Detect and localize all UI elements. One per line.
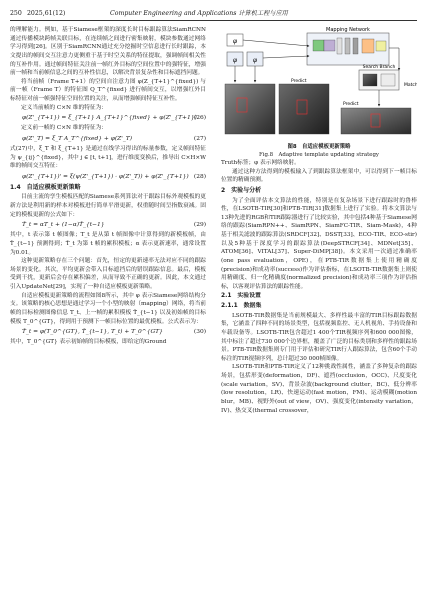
paragraph: 定义前一帧的 C×N 维的特征为：	[21, 125, 107, 132]
figure-8-diagram	[221, 26, 417, 144]
equation-body: φ(Z'_T) = ξ_T A_T^{fixed} + φ(Z'_T)	[22, 135, 133, 142]
equation-number: (29)	[193, 222, 206, 229]
mapping-network-label: Mapping Network	[326, 27, 370, 33]
equation-number: (28)	[193, 173, 206, 180]
equation-number: (27)	[193, 135, 206, 142]
page-number: 250	[10, 10, 22, 17]
search-thumbnail	[363, 74, 377, 86]
paragraph: 将当前帧（Frame T+1）的空间自注意力图 φ(Z_{T+1}^{fixed}) 与前一帧（Frame T）的特征图 Q_T^{fixed} 进行帧间交互，以增强红外目标特征对前一帧强特征空间位置的关注，从而增强帧间特征互补性。	[10, 78, 206, 102]
search-branch-label: Search Branch	[362, 65, 396, 70]
figure-caption-en: Fig.8 Adaptive template updating strategy	[259, 151, 379, 158]
equation-number: (26)	[193, 115, 206, 122]
figure-caption-cn	[221, 144, 417, 152]
predict-label-right: Predict	[343, 102, 359, 107]
arrow	[243, 40, 309, 46]
paragraph: LSOTB-TIR数据集是当前规模最大、多样性最丰富的TIR目标跟踪数据集，它涵盖了四种不同的场景类型，包括视频监控、无人机视角、手持设备和车载设备等。LSOTB-TIR包含超过1 400个TIR视频序列和600 000图像，其中标注了超过730 000个边界框，覆盖了广泛的目标类别和多样性的跟踪场景。PTB-TIR数据集则专门用于评估和研究TIR行人跟踪算法，包含60个手动标注的TIR视频序列，总计超过30 000帧图像。	[221, 312, 417, 362]
paragraph: 这种更新策略存在三个问题：首先，恒定的更新速率无法对应不同的跟踪场景的变化。其次，平均更新会带入目标遮挡后的错误跟踪信息。最后，模板受到干扰，更新后会存在累积偏差，从而导致不正确的更新。因此，本文通过引入UpdateNet[29]，实现了一种自适应模板更新策略。	[10, 258, 206, 290]
paragraph: 为了全面评估本文算法的性能，特别是在复杂场景下进行跟踪时的鲁棒性，在LSOTB-TIR[30]和PTB-TIR[31]数据集上进行了实验。将本文算法与13种先进的RGB和TIR跟踪器进行了比较实验，其中包括4种基于Siamese网络的跟踪(SiamRPN++、SiamRPN、SiamFC-TIR、Siam-Mask)，4种基于相关滤波的跟踪算法(SRDCF[32]、DSST[33]、ECO-TIR、ECO-stir)以及5种基于深度学习的跟踪算法(DeepSTRCF[34]、MDNet[35]、ATOM[36]、VITAL[37]、Super-DiMP[38])。本文采用一次通过准确率(one pass evaluation，OPE)，在PTB-TIR数据集上使用精确度(precision)和成功率(success)作为评估指标，在LSOTB-TIR数据集上则使用精确度、归一化精确度(normalized precision)和成功率三项作为评估指标，以客观评估算法的跟踪性能。	[221, 197, 417, 290]
paragraph: LSOTB-TIR和PTB-TIR定义了12种挑战性属性，涵盖了多种复杂的跟踪场景，包括形变(deformation，DF)、遮挡(occlusion，OCC)、尺度变化(scale variation，SV)、背景杂波(background clutter，BC)、低分辨率(low resolution，LR)、快速运动(fast motion，FM)、运动模糊(motion blur，MB)、视野外(out of view，OV)、强度变化(intensity variation，IV)、热交叉(thermal crossover，	[221, 364, 417, 414]
volume-issue: 2025,61(12)	[27, 10, 66, 17]
paragraph: 的理解能力。例如，基于Siamese框架的深度长时目标跟踪算法SiamRCNN通过传播模块跨帧关联目标，在连续帧之间进行密集映射，模块参数通过网络学习得到[26]。区别于SiamRCNN通过充分挖掘时空信息进行长时跟踪，本文提出的帧间交互注意力更侧重于基于时空关系的特征提取，强调帧间相关性的互补作用。通过帧间特征关注前一帧红外目标的空间位置中的强特征，增强前一帧和当前帧信息之间的互补性信息，以解决背景复杂性和目标遮挡问题。	[10, 27, 206, 77]
subsection-heading: 2.1 实验设置	[221, 293, 261, 300]
subsubsection-heading: 2.1.1 数据集	[221, 303, 262, 309]
phi-label-t: φ	[232, 57, 238, 64]
left-column	[10, 26, 206, 347]
caption-cn-text: 图8 自适应模板更新策略	[287, 144, 351, 150]
equation-26	[10, 113, 206, 123]
arrow	[263, 56, 309, 58]
equation-28	[10, 172, 206, 182]
figure-8	[221, 26, 417, 144]
equation-30	[10, 327, 206, 337]
equation-number: (30)	[193, 329, 206, 336]
right-column	[221, 26, 417, 415]
journal-title: Computer Engineering and Applications 计算机工程与应用	[110, 10, 288, 17]
frame-t-image	[225, 84, 275, 134]
paragraph: 式(27)中，ξ_T 和 ξ_{T+1} 是通过在线学习得出的标量参数，定义帧间特征为 ψ_{ij}^{fixed}，其中 j ∈ [t, t+1]，进行维度变换后，推导出 C×H×W 维的帧间交互特征：	[10, 145, 206, 170]
section-heading: 2 实验与分析	[221, 186, 262, 194]
match-label: Match	[404, 83, 417, 88]
equation-body: T̃_t = φ(T_0^{GT}, T̃_{t−1}, T_t) + T_0^{GT}	[22, 329, 163, 336]
running-header	[10, 8, 417, 21]
phi-label: φ	[232, 38, 238, 45]
search-feature-map	[381, 74, 395, 86]
frame-t1-image	[279, 84, 329, 134]
paragraph: 通过这种方法得到的模板输入了到跟踪算法框架中，可以得到下一帧目标位置的精确预测。	[221, 168, 417, 184]
paragraph: Truth标签；φ 表示网络映射。	[221, 160, 300, 166]
equation-29	[10, 220, 206, 230]
equation-body: φ(Z'_{T+1})' = ξ(ψ(Z'_{T+1}) · φ(Z'_T)) + φ(Z'_{T+1})	[22, 173, 189, 180]
paragraph: 目前主流的孪生模板匹配的Siamese系列算法对于跟踪目标外观模板的更新方法是利用新的样本对模板进行简单平滑更新，权重随时间呈指数衰减。固定的模板更新的公式如下：	[10, 194, 206, 218]
equation-body: T̃_t = αT_t + (1−α)T̃_{t−1}	[22, 222, 105, 229]
paragraph: 定义当前帧的 C×N 维的特征为：	[21, 104, 107, 111]
paragraph: 自适应模板更新策略的流程如图8所示，其中 φ 表示Siamese网络结构分支。该策略的核心思想是通过学习一个小型的映射（mapping）网络，将当前帧的目标检测图像信息 T_t、上一帧的累积模板 T̃_{t−1} 以及初始帧的目标模板 T_0^{GT}，得到用于预测下一帧目标位置的最优模板。公式表示为：	[10, 292, 206, 325]
phi-label-prev: φ	[252, 57, 258, 64]
predicted-frame-image	[341, 108, 411, 134]
equation-27	[10, 134, 206, 144]
section-heading: 1.4 自适应模板更新策略	[10, 183, 81, 191]
paragraph: 其中，t 表示第 t 帧图像；T_t 是从第 t 帧图像中计算得到的新模板帧，由 T̃_{t−1} 预测得到；T̃_t 为第 t 帧的累积模板；α 表示更新速率，通常设置为0.01。	[10, 232, 206, 256]
paragraph: 其中，T_0^{GT} 表示初始帧的目标模板，即给定的Ground	[10, 339, 167, 346]
predict-label-left: Predict	[291, 79, 307, 84]
equation-body: φ(Z'_{T+1}) = ξ_{T+1} A_{T+1}^{fixed} + φ(Z'_{T+1})	[22, 115, 197, 122]
